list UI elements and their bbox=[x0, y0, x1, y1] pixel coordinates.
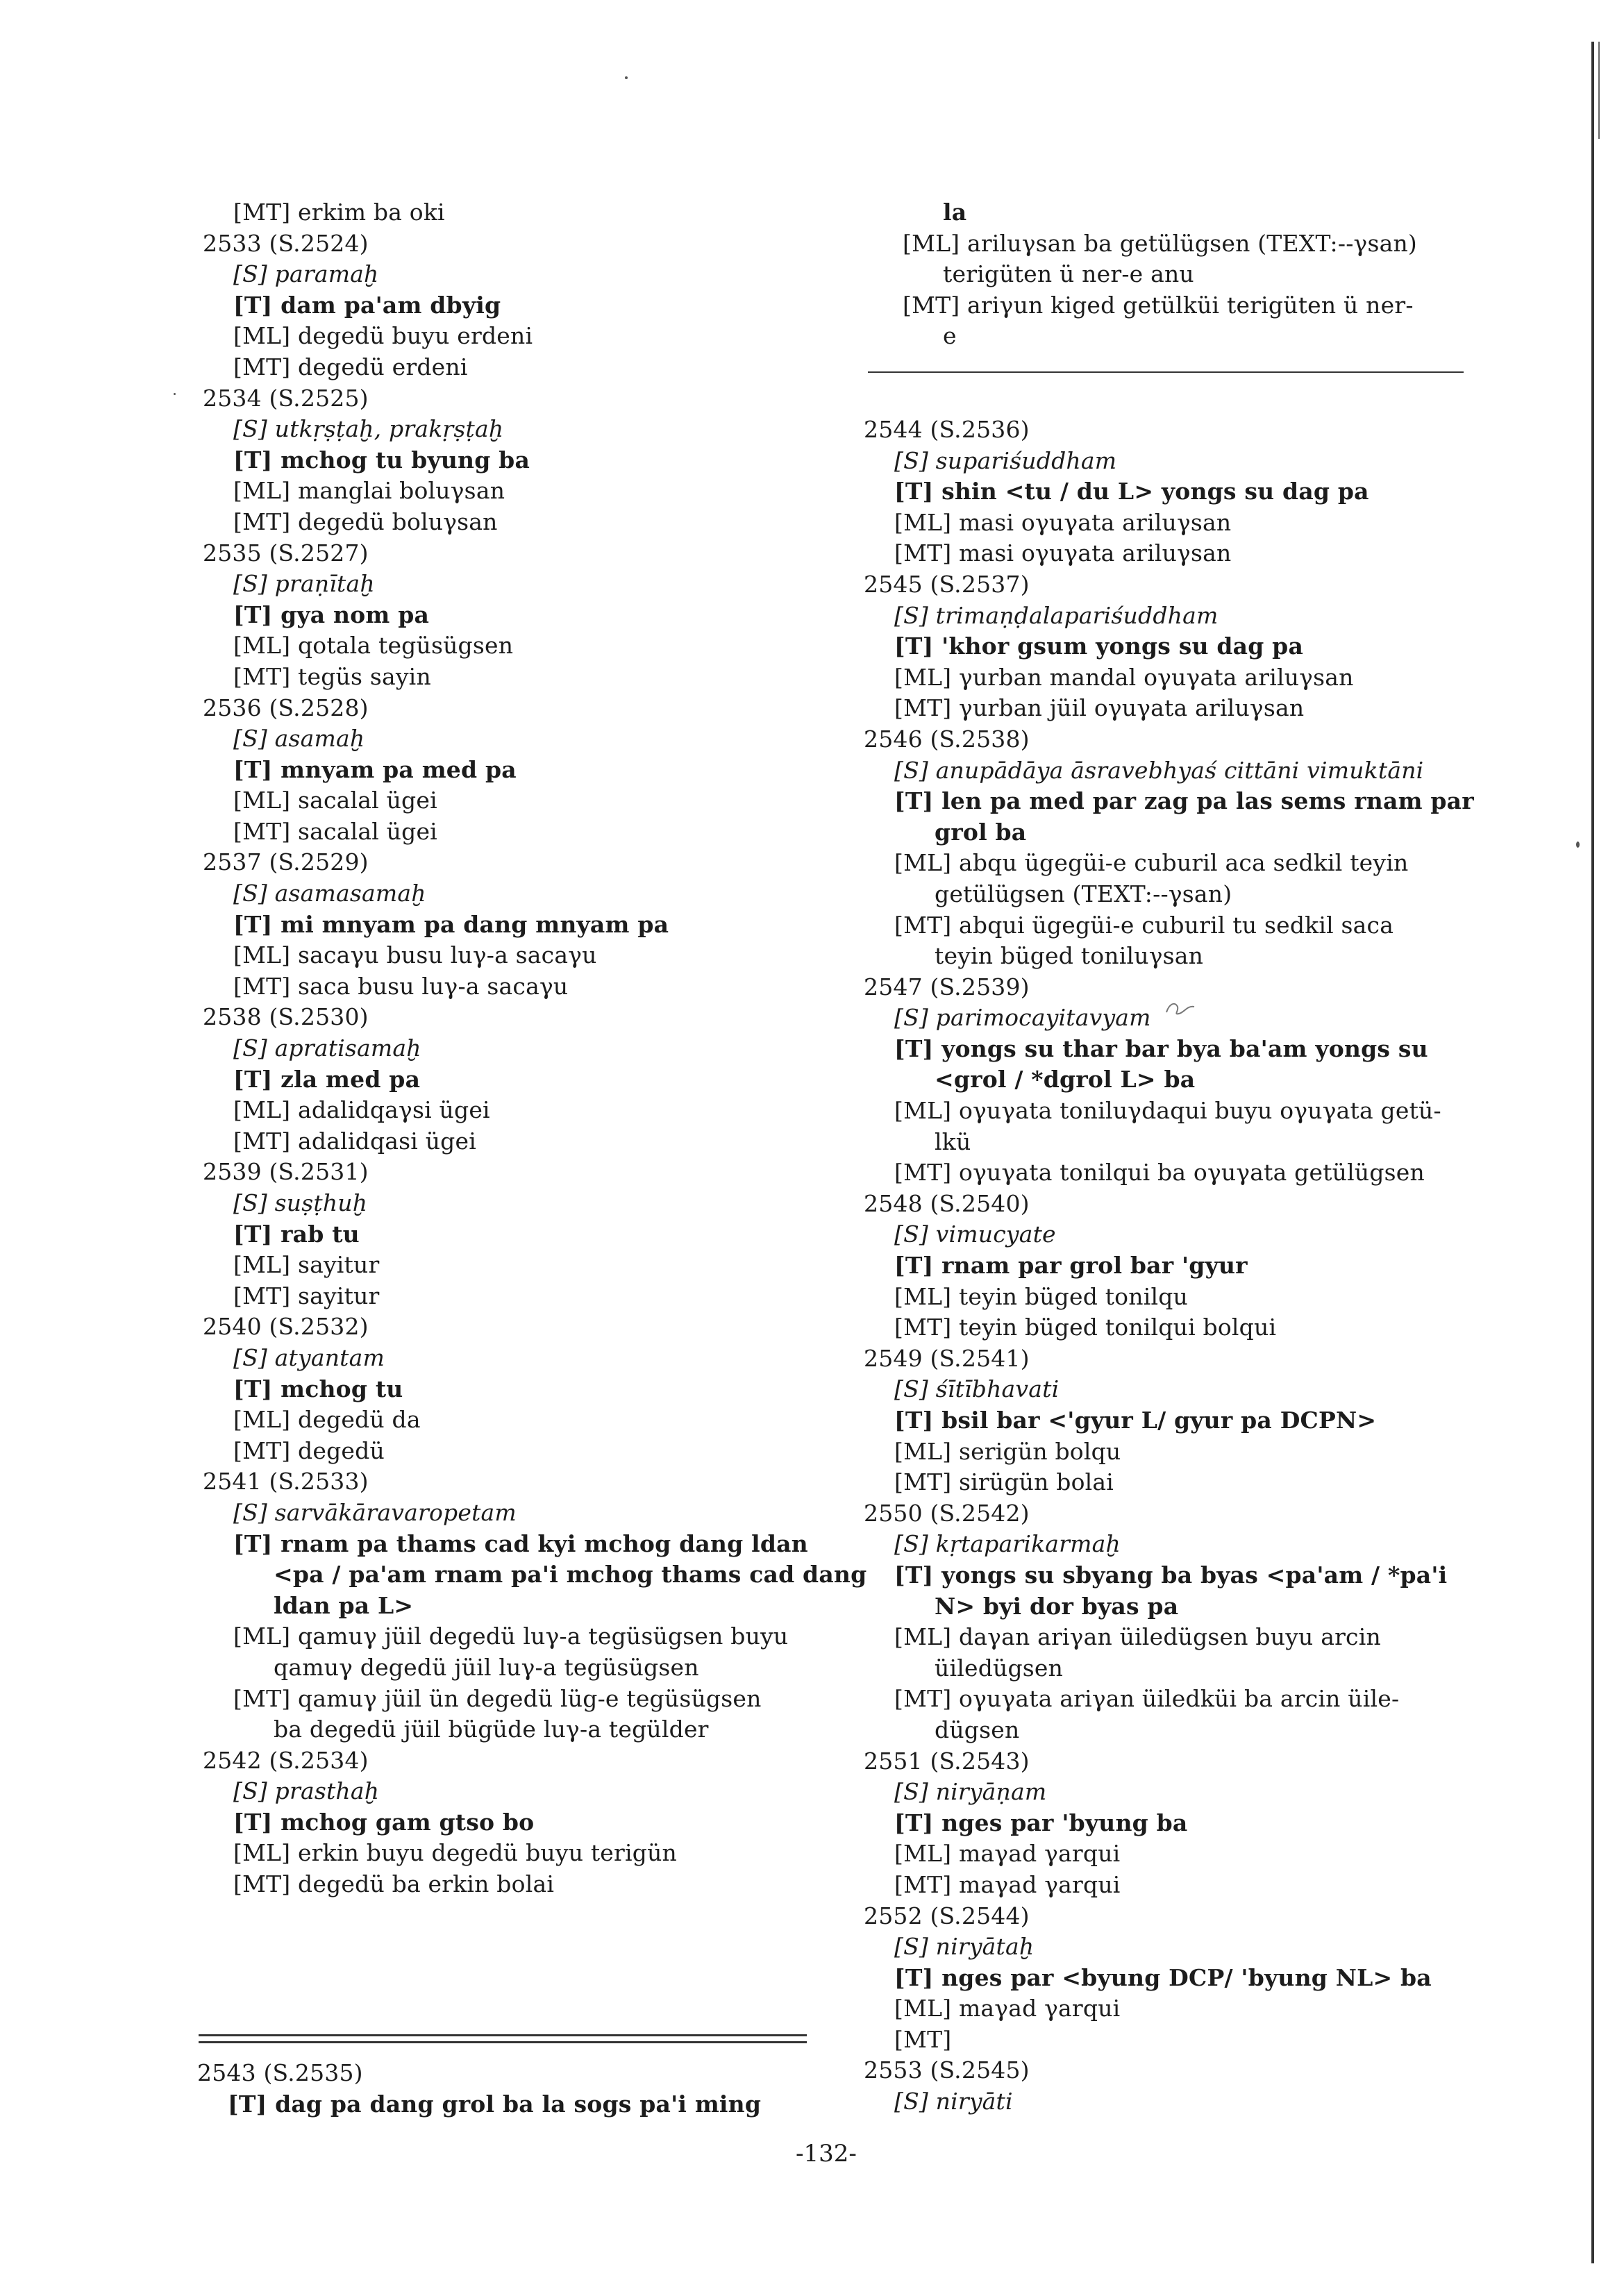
left-entry-line: ba degedü jüil bügüde luγ-a tegülder bbox=[274, 1716, 709, 1743]
left-entry-line: [MT] degedü bbox=[233, 1436, 385, 1464]
right-entry-line: 2549 (S.2541) bbox=[864, 1344, 1030, 1372]
left-entry-line: [MT] degedü ba erkin bolai bbox=[233, 1870, 555, 1898]
left-entry-line: 2533 (S.2524) bbox=[203, 229, 369, 257]
footer-entry-line: 2543 (S.2535) bbox=[197, 2059, 363, 2086]
right-entry-line: <grol / *dgrol L> ba bbox=[935, 1066, 1196, 1093]
left-entry-line: [ML] sayitur bbox=[233, 1251, 380, 1279]
right-entry-line: getülügsen (TEXT:--γsan) bbox=[935, 880, 1232, 907]
left-entry-line: [MT] adalidqasi ügei bbox=[233, 1127, 476, 1155]
left-entry-line: [ML] degedü da bbox=[233, 1406, 421, 1434]
left-entry-line: [T] mnyam pa med pa bbox=[233, 755, 517, 783]
right-entry-line: [ML] γurban mandal oγuγata ariluγsan bbox=[894, 663, 1354, 691]
right-column bbox=[864, 414, 1489, 2118]
right-entry-line: [T] nges par 'byung ba bbox=[894, 1809, 1188, 1836]
left-entry-line: [T] rnam pa thams cad kyi mchog dang ldan bbox=[233, 1530, 808, 1557]
right-entry-line: [ML] maγad γarqui bbox=[894, 1840, 1121, 1868]
scan-speck bbox=[1576, 841, 1580, 848]
right-entry-line: [ML] teyin büged tonilqu bbox=[894, 1282, 1188, 1310]
right-entry-line: [S] supariśuddham bbox=[894, 446, 1117, 474]
right-entry-line: [MT] oγuγata ariγan üiledküi ba arcin üile- bbox=[894, 1685, 1400, 1713]
left-entry-line: 2534 (S.2525) bbox=[203, 384, 369, 412]
left-entry-line: [T] dam pa'am dbyig bbox=[233, 291, 501, 319]
left-entry-line: [S] asamasamaḫ bbox=[233, 880, 426, 907]
right-entry-line: 2546 (S.2538) bbox=[864, 725, 1030, 753]
left-entry-line: [ML] sacaγu busu luγ-a sacaγu bbox=[233, 941, 597, 969]
right-entry-line: [MT] bbox=[894, 2025, 952, 2053]
left-entry-line: [MT] degedü boluγsan bbox=[233, 508, 498, 535]
right-entry-line: [S] kṛtaparikarmaḫ bbox=[894, 1530, 1121, 1558]
right-entry-line: 2550 (S.2542) bbox=[864, 1499, 1030, 1527]
left-entry-line: [MT] qamuγ jüil ün degedü lüg-e tegüsügsen bbox=[233, 1684, 762, 1712]
footnote-rule-top bbox=[199, 2034, 807, 2036]
left-entry-line: 2537 (S.2529) bbox=[203, 848, 369, 876]
left-entry-line: [ML] erkin buyu degedü buyu terigün bbox=[233, 1839, 677, 1867]
left-entry-line: [MT] sacalal ügei bbox=[233, 817, 437, 845]
left-entry-line: [T] gya nom pa bbox=[233, 601, 430, 628]
left-entry-line: qamuγ degedü jüil luγ-a tegüsügsen bbox=[274, 1653, 699, 1681]
handwritten-mark-icon bbox=[1164, 997, 1198, 1021]
right-entry-line: [T] yongs su sbyang ba byas <pa'am / *pa'i bbox=[894, 1561, 1448, 1589]
right-entry-line: [S] vimucyate bbox=[894, 1221, 1056, 1248]
left-entry-line: ldan pa L> bbox=[274, 1591, 414, 1619]
left-entry-line: [T] mchog tu bbox=[233, 1375, 403, 1402]
right-entry-line: [S] śītībhavati bbox=[894, 1375, 1060, 1403]
right-entry-line: [T] len pa med par zag pa las sems rnam par bbox=[894, 787, 1474, 815]
continuation-line: [ML] ariluγsan ba getülügsen (TEXT:--γsan) bbox=[903, 229, 1418, 257]
section-divider bbox=[868, 371, 1464, 373]
left-entry-line: [T] mchog gam gtso bo bbox=[233, 1808, 535, 1836]
right-entry-line: [MT] masi oγuγata ariluγsan bbox=[894, 539, 1232, 567]
right-entry-line: lkü bbox=[935, 1128, 971, 1155]
left-entry-line: [S] asamaḫ bbox=[233, 725, 365, 753]
left-entry-line: [T] zla med pa bbox=[233, 1065, 421, 1093]
right-entry-line: [MT] γurban jüil oγuγata ariluγsan bbox=[894, 694, 1305, 722]
right-entry-line: [S] niryāti bbox=[894, 2088, 1013, 2115]
footer-entry-line: [T] dag pa dang grol ba la sogs pa'i ming bbox=[228, 2090, 762, 2118]
right-entry-line: 2551 (S.2543) bbox=[864, 1747, 1030, 1775]
right-entry-line: [MT] maγad γarqui bbox=[894, 1870, 1121, 1898]
left-entry-line: [ML] degedü buyu erdeni bbox=[233, 322, 533, 350]
left-entry-line: [S] utkṛṣṭaḫ, prakṛṣṭaḫ bbox=[233, 415, 504, 443]
left-entry-line: 2538 (S.2530) bbox=[203, 1003, 369, 1031]
scan-speck bbox=[625, 76, 628, 79]
right-entry-line: [S] parimocayitavyam bbox=[894, 1004, 1151, 1032]
right-entry-line: 2548 (S.2540) bbox=[864, 1189, 1030, 1217]
left-entry-line: 2535 (S.2527) bbox=[203, 539, 369, 567]
right-entry-line: grol ba bbox=[935, 818, 1027, 846]
left-entry-line: [MT] sayitur bbox=[233, 1282, 380, 1309]
left-entry-line: [S] atyantam bbox=[233, 1343, 385, 1371]
right-entry-line: 2544 (S.2536) bbox=[864, 416, 1030, 443]
right-entry-line: [T] shin <tu / du L> yongs su dag pa bbox=[894, 478, 1369, 505]
left-entry-line: 2536 (S.2528) bbox=[203, 694, 369, 721]
left-entry-line: 2540 (S.2532) bbox=[203, 1313, 369, 1341]
right-entry-line: [T] bsil bar <'gyur L/ gyur pa DCPN> bbox=[894, 1407, 1377, 1434]
left-entry-line: [S] apratisamaḫ bbox=[233, 1034, 421, 1062]
footnote-rule-bottom bbox=[199, 2041, 807, 2043]
continuation-line: terigüten ü ner-e anu bbox=[943, 260, 1194, 288]
right-entry-line: [ML] serigün bolqu bbox=[894, 1437, 1121, 1465]
right-entry-line: [MT] abqui ügegüi-e cuburil tu sedkil saca bbox=[894, 911, 1394, 939]
left-entry-line: [S] praṇītaḫ bbox=[233, 570, 375, 598]
right-entry-line: [S] trimaṇḍalapariśuddham bbox=[894, 601, 1219, 629]
right-top-continuation bbox=[872, 197, 1497, 352]
page-number: -132- bbox=[796, 2140, 857, 2168]
right-entry-line: [ML] daγan ariγan üiledügsen buyu arcin bbox=[894, 1623, 1381, 1651]
right-entry-line: 2552 (S.2544) bbox=[864, 1902, 1030, 1929]
left-entry-line: [MT] erkim ba oki bbox=[233, 199, 445, 226]
left-entry-line: <pa / pa'am rnam pa'i mchog thams cad dang bbox=[274, 1561, 867, 1589]
left-entry-line: [S] paramaḫ bbox=[233, 260, 379, 288]
left-entry-line: [S] sarvākāravaropetam bbox=[233, 1498, 517, 1526]
right-entry-line: [T] yongs su thar bar bya ba'am yongs su bbox=[894, 1034, 1428, 1062]
left-entry-line: [ML] manglai boluγsan bbox=[233, 477, 505, 505]
left-entry-line: [MT] degedü erdeni bbox=[233, 353, 468, 380]
left-entry-line: [MT] saca busu luγ-a sacaγu bbox=[233, 972, 569, 1000]
left-entry-line: 2542 (S.2534) bbox=[203, 1746, 369, 1774]
scan-edge-mark bbox=[1598, 42, 1600, 139]
right-entry-line: [S] niryātaḫ bbox=[894, 1933, 1035, 1961]
left-entry-line: [S] suṣṭhuḫ bbox=[233, 1189, 368, 1216]
right-entry-line: [ML] masi oγuγata ariluγsan bbox=[894, 508, 1232, 536]
right-entry-line: 2547 (S.2539) bbox=[864, 973, 1030, 1000]
right-entry-line: 2545 (S.2537) bbox=[864, 570, 1030, 598]
right-entry-line: üiledügsen bbox=[935, 1654, 1064, 1682]
scan-edge-bar bbox=[1591, 42, 1594, 2263]
right-entry-line: [MT] teyin büged tonilqui bolqui bbox=[894, 1314, 1277, 1341]
left-entry-line: [ML] sacalal ügei bbox=[233, 787, 437, 814]
right-entry-line: [T] rnam par grol bar 'gyur bbox=[894, 1252, 1248, 1280]
left-entry-line: 2539 (S.2531) bbox=[203, 1158, 369, 1186]
continuation-line: la bbox=[943, 199, 967, 226]
right-entry-line: N> byi dor byas pa bbox=[935, 1592, 1179, 1620]
left-entry-line: 2541 (S.2533) bbox=[203, 1468, 369, 1495]
left-entry-line: [T] mchog tu byung ba bbox=[233, 446, 530, 474]
continuation-line: e bbox=[943, 322, 957, 350]
right-entry-line: [T] nges par <byung DCP/ 'byung NL> ba bbox=[894, 1963, 1432, 1991]
right-entry-line: [ML] oγuγata toniluγdaqui buyu oγuγata getü- bbox=[894, 1097, 1441, 1125]
left-footer-entry bbox=[197, 2058, 822, 2120]
left-entry-line: [ML] adalidqaγsi ügei bbox=[233, 1096, 490, 1124]
left-entry-line: [ML] qamuγ jüil degedü luγ-a tegüsügsen buyu bbox=[233, 1623, 789, 1650]
left-entry-line: [S] prasthaḫ bbox=[233, 1777, 380, 1805]
right-entry-line: [S] anupādāya āsravebhyaś cittāni vimuktāni bbox=[894, 756, 1424, 784]
right-entry-line: [ML] maγad γarqui bbox=[894, 1995, 1121, 2022]
right-entry-line: [ML] abqu ügegüi-e cuburil aca sedkil teyin bbox=[894, 849, 1409, 877]
continuation-line: [MT] ariγun kiged getülküi terigüten ü ner- bbox=[903, 291, 1414, 319]
left-entry-line: [MT] tegüs sayin bbox=[233, 662, 431, 690]
right-entry-line: [MT] oγuγata tonilqui ba oγuγata getülügsen bbox=[894, 1159, 1425, 1187]
right-entry-line: [MT] sirügün bolai bbox=[894, 1468, 1114, 1496]
right-entry-line: 2553 (S.2545) bbox=[864, 2056, 1030, 2084]
scan-speck bbox=[174, 393, 176, 395]
right-entry-line: [T] 'khor gsum yongs su dag pa bbox=[894, 632, 1304, 660]
left-entry-line: [T] mi mnyam pa dang mnyam pa bbox=[233, 910, 669, 938]
right-entry-line: dügsen bbox=[935, 1716, 1020, 1743]
right-entry-line: teyin büged toniluγsan bbox=[935, 942, 1204, 970]
left-entry-line: [ML] qotala tegüsügsen bbox=[233, 632, 514, 660]
left-entry-line: [T] rab tu bbox=[233, 1220, 360, 1248]
right-entry-line: [S] niryāṇam bbox=[894, 1778, 1047, 1806]
left-column bbox=[203, 197, 867, 1900]
